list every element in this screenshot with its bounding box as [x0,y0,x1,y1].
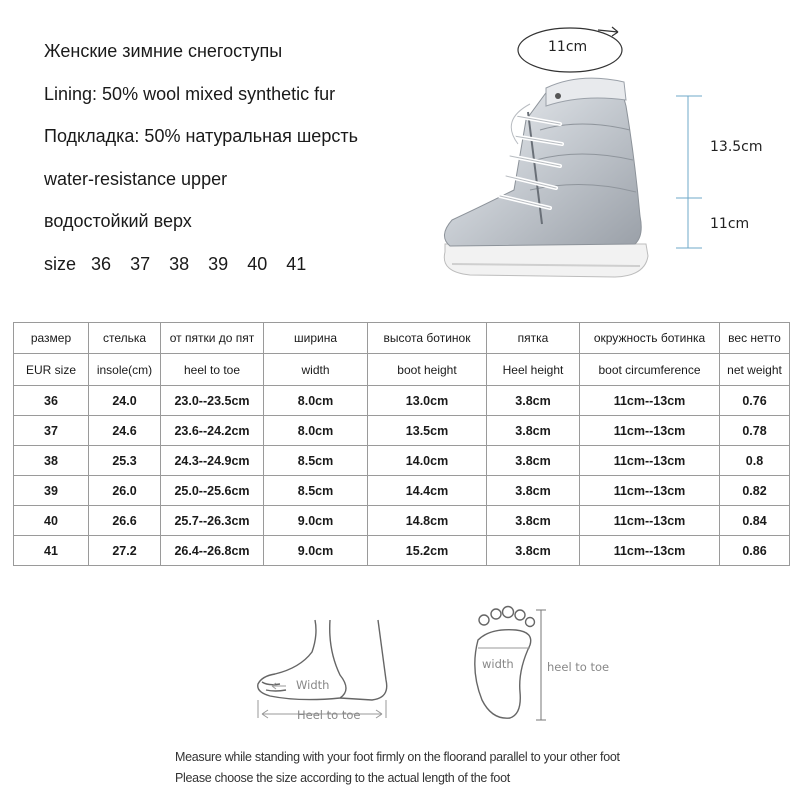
boot-icon [444,78,648,277]
table-cell: 39 [14,476,89,506]
table-cell: 14.0cm [368,446,487,476]
header-cell: вес нетто [720,323,790,354]
table-cell: 24.0 [89,386,161,416]
table-cell: 38 [14,446,89,476]
table-cell: 3.8cm [487,446,580,476]
circumference-label: 11cm [548,39,588,55]
table-cell: 9.0cm [264,536,368,566]
table-cell: 3.8cm [487,476,580,506]
top-width-label: width [482,657,514,671]
shaft-height-label: 13.5cm [710,139,763,155]
header-cell: boot circumference [580,354,720,386]
table-cell: 41 [14,536,89,566]
table-cell: 8.5cm [264,446,368,476]
table-cell: 26.6 [89,506,161,536]
table-cell: 11cm--13cm [580,536,720,566]
foot-diagram-svg [0,590,800,740]
table-cell: 0.84 [720,506,790,536]
header-cell: ширина [264,323,368,354]
table-row [14,386,790,416]
header-cell: окружность ботинка [580,323,720,354]
header-cell: insole(cm) [89,354,161,386]
table-cell: 3.8cm [487,506,580,536]
table-cell: 15.2cm [368,536,487,566]
measure-instruction: Measure while standing with your foot firmly on the floorand parallel to your other foot [175,750,620,764]
boot-image-with-dimensions [430,20,800,300]
product-description [44,30,358,285]
table-cell: 26.0 [89,476,161,506]
table-row [14,476,790,506]
table-cell: 24.3--24.9cm [161,446,264,476]
table-cell: 26.4--26.8cm [161,536,264,566]
size-item: 37 [130,253,151,274]
table-cell: 37 [14,416,89,446]
table-cell: 8.0cm [264,386,368,416]
size-instruction: Please choose the size according to the actual length of the foot [175,771,510,785]
table-cell: 0.86 [720,536,790,566]
table-cell: 3.8cm [487,416,580,446]
table-cell: 13.5cm [368,416,487,446]
foot-measurement-diagram [0,590,800,800]
heel-height-label: 11cm [710,216,750,232]
title-ru: Женские зимние снегоступы [44,41,283,61]
table-row [14,536,790,566]
table-cell: 40 [14,506,89,536]
table-cell: 25.3 [89,446,161,476]
size-chart-table [13,322,790,566]
header-cell: net weight [720,354,790,386]
header-cell: EUR size [14,354,89,386]
table-cell: 3.8cm [487,536,580,566]
side-length-label: Heel to toe [297,708,361,722]
size-list [44,243,358,286]
table-cell: 3.8cm [487,386,580,416]
table-cell: 8.5cm [264,476,368,506]
boot-illustration [430,20,800,300]
table-cell: 11cm--13cm [580,386,720,416]
side-width-label: Width [296,678,330,692]
header-cell: heel to toe [161,354,264,386]
header-cell: Heel height [487,354,580,386]
table-cell: 8.0cm [264,416,368,446]
table-cell: 0.76 [720,386,790,416]
side-foot-icon [258,620,387,718]
table-cell: 11cm--13cm [580,446,720,476]
table-cell: 23.0--23.5cm [161,386,264,416]
table-cell: 27.2 [89,536,161,566]
lining-en: Lining: 50% wool mixed synthetic fur [44,83,336,104]
table-cell: 14.8cm [368,506,487,536]
header-cell: пятка [487,323,580,354]
size-item: 40 [247,253,268,274]
upper-ru: водостойкий верх [44,211,192,231]
header-row-en [14,354,790,386]
table-cell: 25.0--25.6cm [161,476,264,506]
header-row-ru [14,323,790,354]
table-row [14,416,790,446]
header-cell: высота ботинок [368,323,487,354]
header-cell: boot height [368,354,487,386]
top-length-label: heel to toe [547,660,610,674]
table-row [14,506,790,536]
header-cell: стелька [89,323,161,354]
size-item: 41 [286,253,307,274]
header-cell: от пятки до пят [161,323,264,354]
table-cell: 11cm--13cm [580,416,720,446]
size-item: 38 [169,253,190,274]
size-item: 39 [208,253,229,274]
size-item: 36 [91,253,112,274]
size-label: size [44,253,77,274]
table-cell: 0.8 [720,446,790,476]
upper-en: water-resistance upper [44,168,228,189]
table-cell: 24.6 [89,416,161,446]
table-cell: 9.0cm [264,506,368,536]
table-cell: 23.6--24.2cm [161,416,264,446]
table-row [14,446,790,476]
table-cell: 14.4cm [368,476,487,506]
table-cell: 25.7--26.3cm [161,506,264,536]
table-cell: 36 [14,386,89,416]
lining-ru: Подкладка: 50% натуральная шерсть [44,126,358,146]
table-cell: 11cm--13cm [580,506,720,536]
header-cell: размер [14,323,89,354]
table-cell: 0.82 [720,476,790,506]
table-cell: 13.0cm [368,386,487,416]
header-cell: width [264,354,368,386]
table-cell: 11cm--13cm [580,476,720,506]
table-cell: 0.78 [720,416,790,446]
